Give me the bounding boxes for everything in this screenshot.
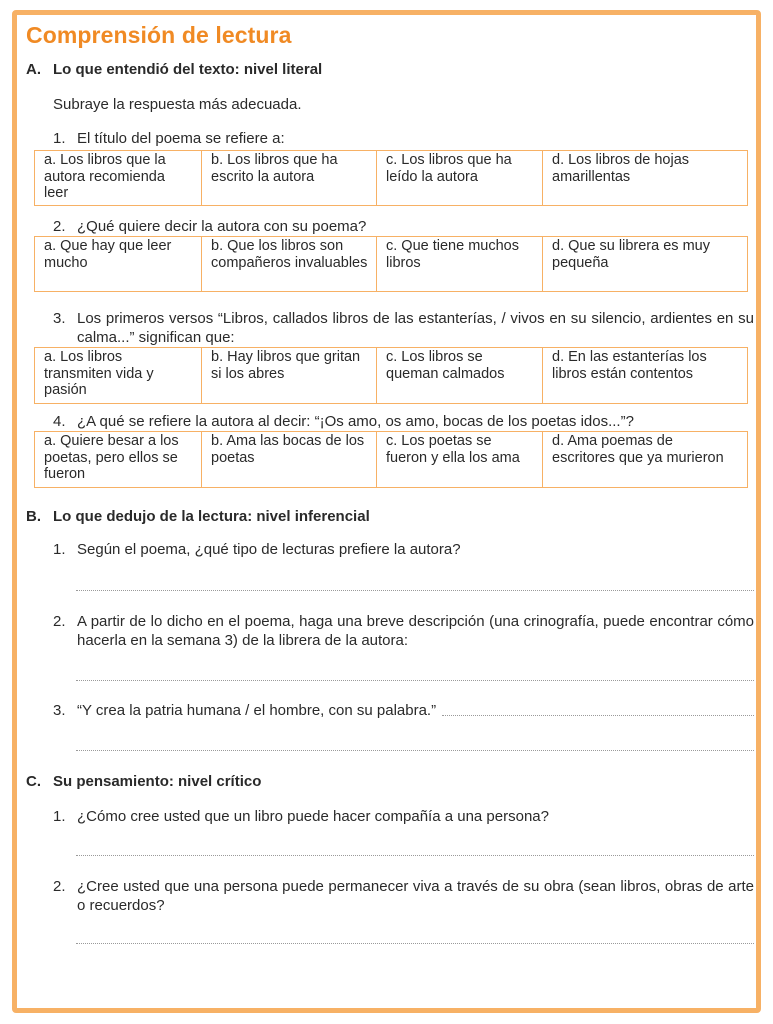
option-c[interactable]: c. Los libros que ha leído la autora <box>377 151 543 206</box>
option-d[interactable]: d. En las estanterías los libros están contentos <box>543 348 748 404</box>
question-b2 <box>53 612 754 650</box>
options-table-a1 <box>34 150 748 206</box>
option-b[interactable]: b. Que los libros son compañeros invaluables <box>202 237 377 292</box>
question-number: 2. <box>53 878 66 895</box>
options-row <box>35 348 748 404</box>
option-b[interactable]: b. Los libros que ha escrito la autora <box>202 151 377 206</box>
option-b[interactable]: b. Ama las bocas de los poetas <box>202 432 377 488</box>
option-a[interactable]: a. Que hay que leer mucho <box>35 237 202 292</box>
section-a-heading <box>26 61 752 78</box>
option-c[interactable]: c. Los poetas se fueron y ella los ama <box>377 432 543 488</box>
question-number: 2. <box>53 218 66 235</box>
answer-line[interactable] <box>76 943 754 944</box>
section-letter: C. <box>26 773 41 790</box>
question-b3 <box>53 701 754 720</box>
section-letter: A. <box>26 61 41 78</box>
option-b[interactable]: b. Hay libros que gritan si los abres <box>202 348 377 404</box>
question-a4 <box>53 412 754 431</box>
answer-line[interactable] <box>76 750 754 751</box>
question-number: 1. <box>53 130 66 147</box>
options-row <box>35 432 748 488</box>
option-a[interactable]: a. Los libros transmiten vida y pasión <box>35 348 202 404</box>
section-title: Lo que entendió del texto: nivel literal <box>53 61 323 78</box>
options-table-a3 <box>34 347 748 404</box>
option-c[interactable]: c. Que tiene muchos libros <box>377 237 543 292</box>
question-text: ¿Qué quiere decir la autora con su poema? <box>77 218 367 235</box>
question-text: El título del poema se refiere a: <box>77 130 285 147</box>
question-text: ¿A qué se refiere la autora al decir: “¡Os amo, os amo, bocas de los poetas idos...”? <box>77 413 634 430</box>
section-letter: B. <box>26 508 41 525</box>
options-row <box>35 151 748 206</box>
question-text: A partir de lo dicho en el poema, haga una breve descripción (una crinografía, puede encontrar cómo hacerla en la semana 3) de la librera de la autora: <box>77 613 754 649</box>
answer-line[interactable] <box>76 680 754 681</box>
question-number: 1. <box>53 808 66 825</box>
page-title: Comprensión de lectura <box>26 22 292 48</box>
question-number: 2. <box>53 613 66 630</box>
option-a[interactable]: a. Quiere besar a los poetas, pero ellos se fueron <box>35 432 202 488</box>
question-number: 1. <box>53 541 66 558</box>
question-c2 <box>53 877 754 915</box>
section-title: Su pensamiento: nivel crítico <box>53 773 262 790</box>
question-a1 <box>53 129 754 148</box>
answer-line[interactable] <box>76 855 754 856</box>
question-c1 <box>53 807 754 826</box>
option-d[interactable]: d. Los libros de hojas amarillentas <box>543 151 748 206</box>
question-text: Los primeros versos “Libros, callados libros de las estanterías, / vivos en su silencio, ardientes en su calma...” significan que: <box>77 310 754 346</box>
options-table-a2 <box>34 236 748 292</box>
answer-line[interactable] <box>442 715 754 716</box>
section-b-heading <box>26 508 752 525</box>
question-text: “Y crea la patria humana / el hombre, con su palabra.” <box>77 702 437 719</box>
question-a3 <box>53 309 754 347</box>
answer-line[interactable] <box>76 590 754 591</box>
section-title: Lo que dedujo de la lectura: nivel inferencial <box>53 508 370 525</box>
options-row <box>35 237 748 292</box>
section-c-heading <box>26 773 752 790</box>
question-a2 <box>53 217 754 236</box>
question-number: 4. <box>53 413 66 430</box>
option-c[interactable]: c. Los libros se queman calmados <box>377 348 543 404</box>
option-d[interactable]: d. Que su librera es muy pequeña <box>543 237 748 292</box>
option-d[interactable]: d. Ama poemas de escritores que ya murieron <box>543 432 748 488</box>
question-text: Según el poema, ¿qué tipo de lecturas prefiere la autora? <box>77 541 461 558</box>
question-b1 <box>53 540 754 559</box>
option-a[interactable]: a. Los libros que la autora recomienda leer <box>35 151 202 206</box>
question-number: 3. <box>53 702 66 719</box>
instruction: Subraye la respuesta más adecuada. <box>53 96 302 113</box>
question-number: 3. <box>53 310 66 327</box>
worksheet <box>26 22 752 944</box>
options-table-a4 <box>34 431 748 488</box>
question-text: ¿Cree usted que una persona puede permanecer viva a través de su obra (sean libros, obras de arte o recuerdos? <box>77 878 754 914</box>
question-text: ¿Cómo cree usted que un libro puede hacer compañía a una persona? <box>77 808 549 825</box>
